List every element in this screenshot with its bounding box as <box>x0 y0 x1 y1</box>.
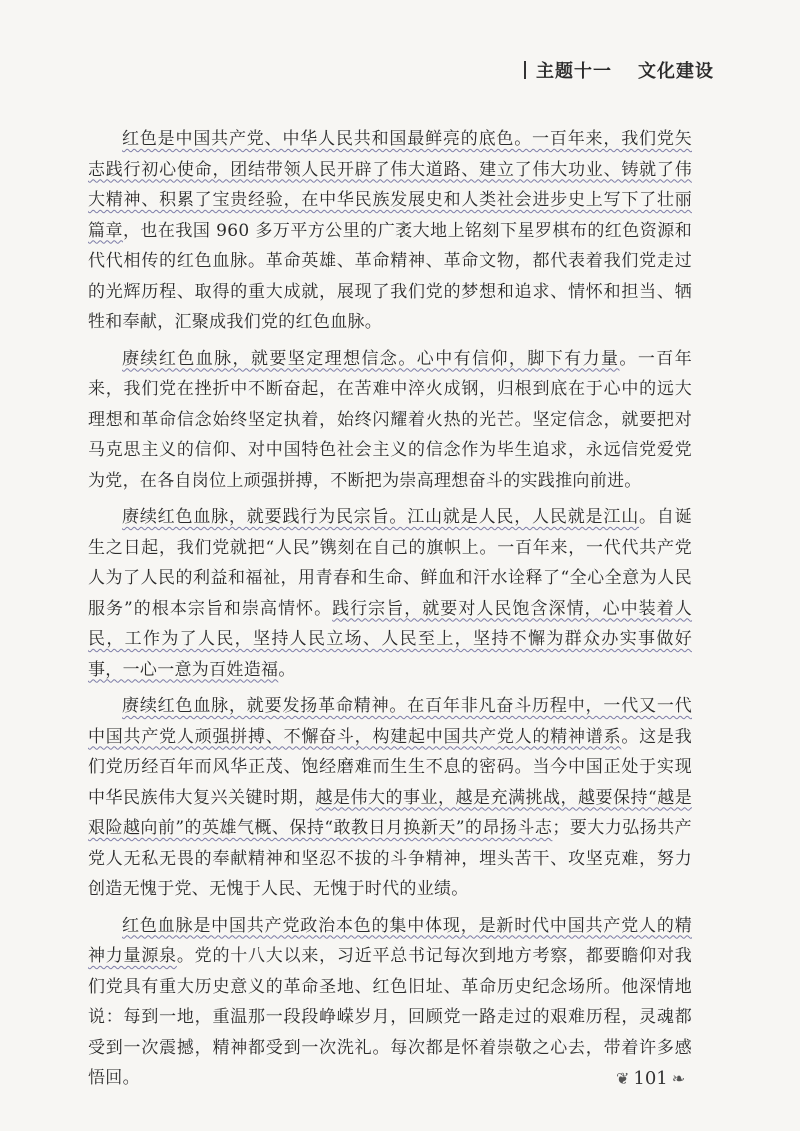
ornament-right-icon: ❧ <box>671 1069 686 1088</box>
header-theme: 主题十一 <box>536 61 612 82</box>
underlined-text: 越是伟大的事业，越是充满挑战，越要保持“越是艰险越向前”的英雄气概、保持“敢教日月换新天”的昂扬斗志 <box>88 787 692 838</box>
page-footer <box>616 1068 685 1089</box>
plain-text: 。自诞生之日起，我们党就把“人民”镌刻在自己的旗帜上。一百年来，一代代共产党人为了人民的利益和福祉，用青春和生命、鲜血和汗水诠释了“全心全意为人民服务”的根本宗旨和崇高情怀。 <box>88 507 692 619</box>
plain-text: ；要大力弘扬共产党人无私无畏的奉献精神和坚忍不拔的斗争精神，埋头苦干、攻坚克难，努力创造无愧于党、无愧于人民、无愧于时代的业绩。 <box>88 818 692 899</box>
underlined-text: 红色血脉是中国共产党政治本色的集中体现，是新时代中国共产党人的精神力量源泉 <box>88 915 692 966</box>
plain-text: ，也在我国 960 多万平方公里的广袤大地上铭刻下星罗棋布的红色资源和代代相传的红色血脉。革命英雄、革命精神、革命文物，都代表着我们党走过的光辉历程、取得的重大成就，展现了我们党的梦想和追求、情怀和担当、牺牲和奉献，汇聚成我们党的红色血脉。 <box>88 220 692 332</box>
paragraph-5 <box>88 911 692 1094</box>
plain-text: 。 <box>278 659 296 680</box>
paragraph-1 <box>88 124 692 338</box>
underlined-text: 赓续红色血脉，就要践行为民宗旨。江山就是人民，人民就是江山 <box>122 507 640 527</box>
underlined-text: 赓续红色血脉，就要坚定理想信念。心中有信仰，脚下有力量 <box>122 348 620 369</box>
running-header <box>524 57 714 83</box>
paragraph-4 <box>88 691 692 905</box>
plain-text: 。党的十八大以来，习近平总书记每次到地方考察，都要瞻仰对我们党具有重大历史意义的革命圣地、红色旧址、革命历史纪念场所。他深情地说：每到一地，重温那一段段峥嵘岁月，回顾党一路走过的艰难历程，灵魂都受到一次震撼，精神都受到一次洗礼。每次都是怀着崇敬之心去，带着许多感悟回。 <box>88 946 693 1088</box>
page-number: 101 <box>633 1068 668 1089</box>
plain-text: 。这是我们党历经百年而风华正茂、饱经磨难而生生不息的密码。当今中国正处于实现中华民族伟大复兴关键时期， <box>88 726 692 808</box>
underlined-text: 红色是中国共产党、中华人民共和国最鲜亮的底色。一百年来，我们党矢志践行初心使命，团结带领人民开辟了伟大道路、建立了伟大功业、铸就了伟大精神、积累了宝贵经验，在中华民族发展史和人类社会进步史上写下了壮丽篇章 <box>88 129 692 241</box>
paragraph-2 <box>88 344 692 497</box>
header-topic: 文化建设 <box>638 61 714 82</box>
paragraph-3 <box>88 502 692 685</box>
underlined-text: 赓续红色血脉，就要发扬革命精神。在百年非凡奋斗历程中，一代又一代中国共产党人顽强拼搏、不懈奋斗，构建起中国共产党人的精神谱系 <box>88 696 692 747</box>
header-divider <box>524 61 526 79</box>
body-text <box>88 124 692 1100</box>
underlined-text: 践行宗旨，就要对人民饱含深情，心中装着人民，工作为了人民，坚持人民立场、人民至上，坚持不懈为群众办实事做好事，一心一意为百姓造福 <box>88 598 693 680</box>
plain-text: 。一百年来，我们党在挫折中不断奋起，在苦难中淬火成钢，归根到底在于心中的远大理想和革命信念始终坚定执着，始终闪耀着火热的光芒。坚定信念，就要把对马克思主义的信仰、对中国特色社会主义的信念作为毕生追求，永远信党爱党为党，在各自岗位上顽强拼搏，不断把为崇高理想奋斗的实践推向前进。 <box>88 348 692 491</box>
ornament-left-icon: ❦ <box>616 1069 630 1088</box>
